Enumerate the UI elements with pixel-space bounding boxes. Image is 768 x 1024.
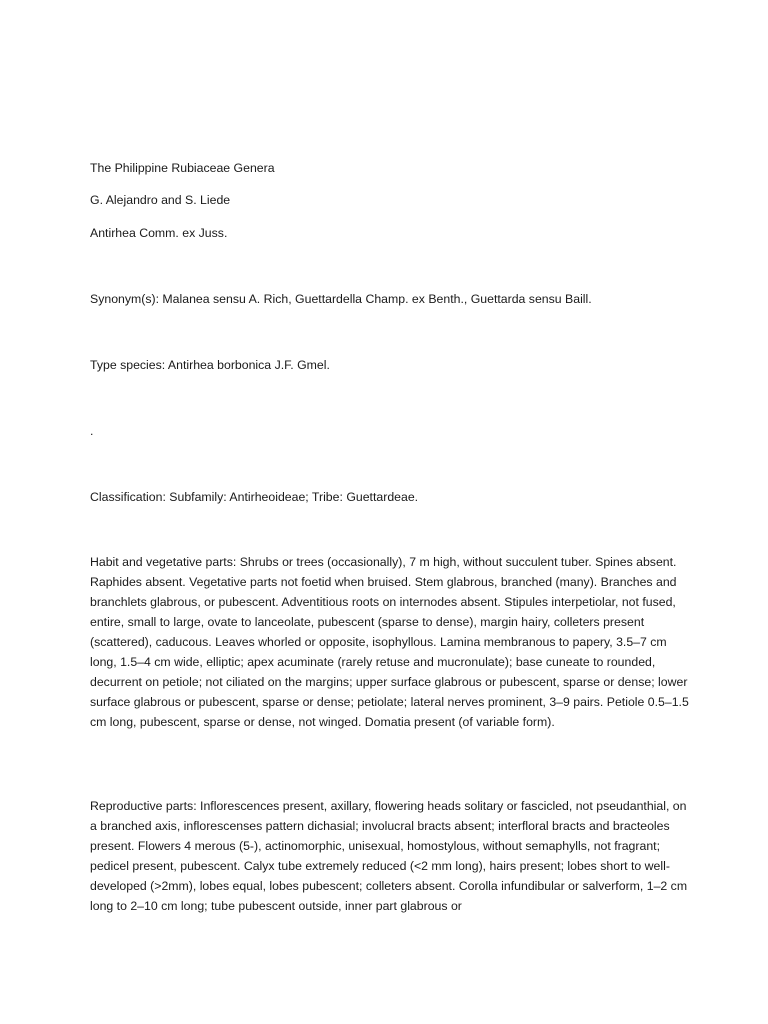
synonyms-line: Synonym(s): Malanea sensu A. Rich, Guettardella Champ. ex Benth., Guettarda sensu Baill. xyxy=(90,292,592,306)
document-authors: G. Alejandro and S. Liede xyxy=(90,193,231,207)
classification-line: Classification: Subfamily: Antirheoideae; Tribe: Guettardeae. xyxy=(90,490,419,504)
habit-paragraph: Habit and vegetative parts: Shrubs or trees (occasionally), 7 m high, without succulent tuber. Spines absent. Raphides absent. Vegetative parts not foetid when bruised. Stem glabrous, branched (many). Branches and branchlets glabrous, or pubescent. Adventitious roots on internodes absent. Stipules interpetiolar, not fused, entire, small to large, ovate to lanceolate, pubescent (sparse to dense), margin hairy, colleters present (scattered), caducous. Leaves whorled or opposite, isophyllous. Lamina membranous to papery, 3.5–7 cm long, 1.5–4 cm wide, elliptic; apex acuminate (rarely retuse and mucronulate); base cuneate to rounded, decurrent on petiole; not ciliated on the margins; upper surface glabrous or pubescent, sparse or dense; lower surface glabrous or pubescent, sparse or dense; petiolate; lateral nerves prominent, 3–9 pairs. Petiole 0.5–1.5 cm long, pubescent, sparse or dense, not winged. Domatia present (of variable form). xyxy=(90,555,689,729)
separator-dot: . xyxy=(90,424,94,438)
genus-name: Antirhea Comm. ex Juss. xyxy=(90,226,228,240)
reproductive-paragraph: Reproductive parts: Inflorescences present, axillary, flowering heads solitary or fascicled, not pseudanthial, on a branched axis, inflorescenses pattern dichasial; involucral bracts absent; interfloral bracts and bracteoles present. Flowers 4 merous (5-), actinomorphic, unisexual, homostylous, without semaphylls, not fragrant; pedicel present, pubescent. Calyx tube extremely reduced (<2 mm long), hairs present; lobes short to well-developed (>2mm), lobes equal, lobes pubescent; colleters absent. Corolla infundibular or salverform, 1–2 cm long to 2–10 cm long; tube pubescent outside, inner part glabrous or xyxy=(90,799,688,913)
document-title: The Philippine Rubiaceae Genera xyxy=(90,161,275,175)
type-species-line: Type species: Antirhea borbonica J.F. Gmel. xyxy=(90,358,330,372)
